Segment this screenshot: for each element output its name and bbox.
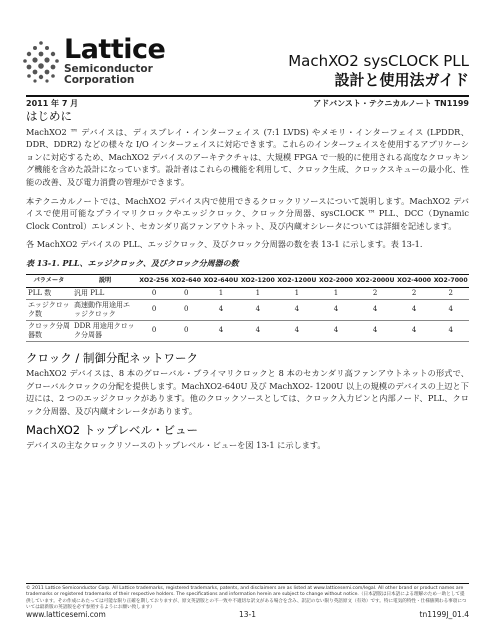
intro-paragraph-1: MachXO2 ™ デバイスは、ディスプレイ・インターフェイス (7:1 LVDS) やメモリ・インターフェイス (LPDDR、DDR、DDR2) などの様々な I/O インターフェイスに対応できます。これらのインターフェイスを使用するアプリケーションに対応するため、MachXO2 デバイスのアーキテクチャは、大規模 FPGA で一般的に使用される高度なクロッキング機能を含めた設計になっています。設計者はこれらの機能を利用して、クロック生成、クロックスキューの最小化、性能の改善、及び電力消費の管理ができます。	[26, 126, 469, 187]
table-cell: 4	[396, 299, 433, 320]
main-content	[26, 108, 469, 458]
table-cell: 0	[138, 299, 170, 320]
website-link[interactable]: www.latticesemi.com	[26, 610, 106, 619]
table-cell: 2	[432, 287, 469, 299]
col-header: XO2-1200	[240, 274, 277, 287]
logo-sub1: Semiconductor	[64, 63, 153, 75]
table-cell: 4	[396, 320, 433, 341]
table-cell: 2	[396, 287, 433, 299]
table-cell: 0	[170, 320, 202, 341]
table-cell: 1	[276, 287, 318, 299]
table-cell: 0	[138, 320, 170, 341]
lattice-logo	[22, 36, 172, 96]
intro-paragraph-3: 各 MachXO2 デバイスの PLL、エッジクロック、及びクロック分周器の数を表 13-1 に示します。表 13-1.	[26, 239, 423, 250]
table-row	[26, 320, 469, 341]
table-row	[26, 299, 469, 320]
clock-network-paragraph: MachXO2 デバイスは、8 本のグローバル・プライマリクロックと 8 本のセカンダリ高ファンアウトネットの形式で、グローバルクロックの分配を提供します。MachXO2-640U 及び MachXO2- 1200U 以上の規模のデバイスの上辺と下辺には、2 つのエッジクロックがあります。他のクロックソースとしては、クロック入力ピンと内部ノード、PLL、クロック分周器、及び内蔵オシレータがあります。	[26, 368, 469, 416]
col-header: XO2-1200U	[276, 274, 318, 287]
table-cell: 4	[354, 320, 396, 341]
col-header: XO2-640	[170, 274, 202, 287]
top-level-view-heading: MachXO2 トップレベル・ビュー	[26, 422, 198, 437]
col-header: 説明	[72, 274, 138, 287]
clock-network-heading: クロック / 制御分配ネットワーク	[26, 350, 198, 365]
table-cell: 0	[138, 287, 170, 299]
intro-paragraph-2: 本テクニカルノートでは、MachXO2 デバイス内で使用できるクロックリソースについて説明します。MachXO2 デバイスで使用可能なプライマリクロックやエッジクロック、クロック分周器、sysCLOCK ™ PLL、DCC（Dynamic Clock Control）エレメント、セカンダリ高ファンアウトネット、及び内蔵オシレータについては詳細を記述します。	[26, 195, 469, 231]
table-cell: 4	[432, 299, 469, 320]
logo-sub2: Corporation	[64, 74, 135, 86]
table-cell: 4	[318, 320, 355, 341]
legal-notice: © 2011 Lattice Semiconductor Corp. All Lattice trademarks, registered trademarks, patents, and disclaimers are as listed at www.latticesemi.com/legal. All other brand or product names are trademarks or registered trademarks of their respective holders. The specifications and information herein are subject to change without notice.（日本語版は日本語による理解のため一助として提供しています。その作成にあたっては可能な限り正確を期しておりますが、原文英語版との不一致や不適切な訳文がある場合を含み、訳記のない限り英語原文（有効）です。特に電気的特性・仕様値関わる事項については最新版の英語版を必ず参照するようにお願い致します）	[26, 583, 469, 612]
table-cell: 4	[354, 299, 396, 320]
table-cell: 4	[318, 299, 355, 320]
table-cell: 4	[240, 299, 277, 320]
table-cell: 高速動作用途用エッジクロック	[72, 299, 138, 320]
table-cell: 2	[354, 287, 396, 299]
header-rule	[26, 95, 469, 97]
col-header: XO2-4000	[396, 274, 433, 287]
table-cell: 4	[432, 320, 469, 341]
top-level-view-paragraph: デバイスの主なクロックリソースのトップレベル・ビューを図 13-1 に示します。	[26, 440, 326, 451]
title-line2: 設計と使用法ガイド	[334, 71, 469, 89]
table-cell: 4	[202, 320, 239, 341]
table-caption: 表 13-1. PLL、エッジクロック、及びクロック分周器の数	[26, 257, 239, 268]
table-cell: 0	[170, 299, 202, 320]
table-cell: 4	[240, 320, 277, 341]
table-cell: PLL 数	[26, 287, 72, 299]
publish-date: 2011 年 7 月	[26, 99, 79, 108]
table-cell: 4	[276, 299, 318, 320]
document-title	[288, 52, 469, 90]
table-cell: DDR 用途用クロック分周器	[72, 320, 138, 341]
col-header: XO2-2000	[318, 274, 355, 287]
col-header: XO2-256	[138, 274, 170, 287]
table-cell: 1	[202, 287, 239, 299]
table-cell: 4	[276, 320, 318, 341]
table-cell: 0	[170, 287, 202, 299]
table-cell: 1	[240, 287, 277, 299]
table-cell: 汎用 PLL	[72, 287, 138, 299]
title-line1: MachXO2 sysCLOCK PLL	[288, 52, 469, 70]
page-number: 13-1	[238, 610, 257, 619]
doc-id: tn1199J_01.4	[419, 610, 469, 619]
col-header: XO2-2000U	[354, 274, 396, 287]
col-header: XO2-640U	[202, 274, 239, 287]
pll-table	[26, 274, 469, 342]
table-cell: 4	[202, 299, 239, 320]
col-header: パラメータ	[26, 274, 72, 287]
table-row	[26, 287, 469, 299]
lattice-logo-icon	[22, 40, 60, 84]
logo-name: Lattice	[64, 34, 166, 65]
intro-heading: はじめに	[26, 109, 72, 123]
table-cell: クロック分周器数	[26, 320, 72, 341]
col-header: XO2-7000	[432, 274, 469, 287]
doc-type: アドバンスト・テクニカルノート TN1199	[313, 99, 469, 108]
table-header-row	[26, 274, 469, 287]
table-cell: 1	[318, 287, 355, 299]
table-cell: エッジクロック数	[26, 299, 72, 320]
